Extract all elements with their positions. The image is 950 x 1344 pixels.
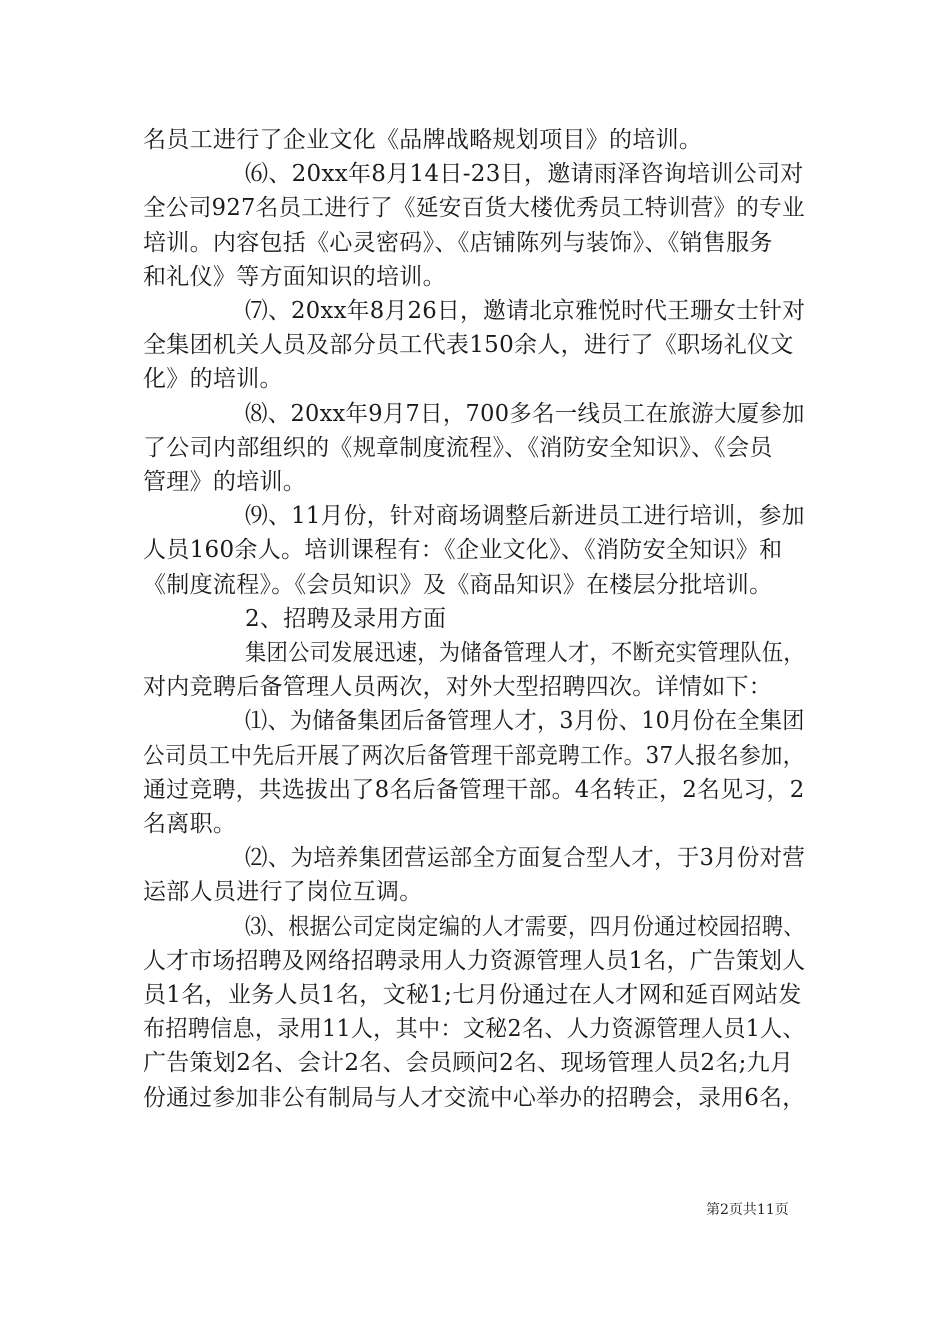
text-line: 份通过参加非公有制局与人才交流中心举办的招聘会，录用6名， (143, 1084, 806, 1111)
text-line: 运部人员进行了岗位互调。 (143, 879, 423, 906)
text-line: 和礼仪》等方面知识的培训。 (143, 263, 446, 290)
text-line: 人才市场招聘及网络招聘录用人力资源管理人员1名，广告策划人 (143, 947, 806, 974)
text-line: 名离职。 (143, 811, 237, 837)
text-line: ⑼、11月份，针对商场调整后新进员工进行培训，参加 (245, 503, 805, 530)
text-line: 管理》的培训。 (143, 469, 307, 495)
text-line: 《制度流程》。《会员知识》及《商品知识》在楼层分批培训。 (143, 571, 773, 598)
text-line: 全公司927名员工进行了《延安百货大楼优秀员工特训营》的专业 (143, 195, 805, 222)
text-line: ⑴、为储备集团后备管理人才，3月份、10月份在全集团 (245, 708, 805, 735)
text-line: 员1名，业务人员1名，文秘1;七月份通过在人才网和延百网站发 (143, 982, 802, 1008)
text-line: 了公司内部组织的《规章制度流程》、《消防安全知识》、《会员 (143, 434, 773, 461)
text-line: ⑺、20xx年8月26日，邀请北京雅悦时代王珊女士针对 (245, 298, 806, 324)
text-line: 公司员工中先后开展了两次后备管理干部竞聘工作。37人报名参加， (143, 742, 805, 769)
text-line: 对内竞聘后备管理人员两次，对外大型招聘四次。详情如下： (143, 674, 773, 701)
text-line: 广告策划2名、会计2名、会员顾问2名、现场管理人员2名;九月 (143, 1050, 794, 1077)
text-line: 人员160余人。培训课程有：《企业文化》、《消防安全知识》和 (143, 537, 783, 564)
page-footer: 第2页共11页 (706, 1202, 789, 1218)
text-line: ⑵、为培养集团营运部全方面复合型人才，于3月份对营 (245, 845, 806, 872)
text-line: 通过竞聘，共选拔出了8名后备管理干部。4名转正，2名见习，2 (143, 776, 805, 803)
text-line: 2、招聘及录用方面 (245, 605, 447, 632)
text-line: 布招聘信息，录用11人，其中：文秘2名、人力资源管理人员1人、 (143, 1016, 805, 1043)
text-line: 全集团机关人员及部分员工代表150余人，进行了《职场礼仪文 (143, 332, 794, 359)
text-line: ⑻、20xx年9月7日，700多名一线员工在旅游大厦参加 (245, 400, 805, 427)
text-line: 名员工进行了企业文化《品牌战略规划项目》的培训。 (143, 127, 703, 153)
text-line: ⑹、20xx年8月14日-23日，邀请雨泽咨询培训公司对 (245, 161, 804, 188)
text-line: 培训。内容包括《心灵密码》、《店铺陈列与装饰》、《销售服务 (143, 229, 773, 256)
text-line: ⑶、根据公司定岗定编的人才需要，四月份通过校园招聘、 (245, 913, 805, 940)
text-line: 化》的培训。 (143, 366, 283, 393)
text-line: 集团公司发展迅速，为储备管理人才，不断充实管理队伍， (245, 640, 805, 666)
